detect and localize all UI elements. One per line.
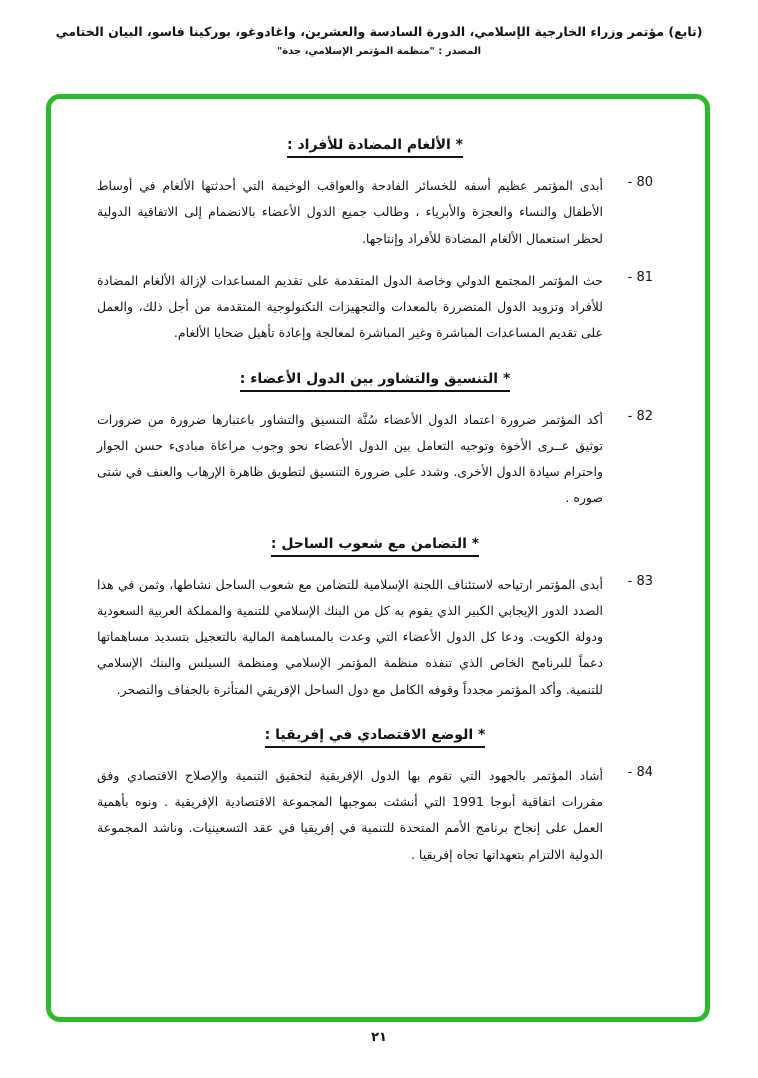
content-frame bbox=[46, 94, 710, 1022]
section-heading-coordination-member-states bbox=[97, 371, 653, 387]
paragraph-text: أكد المؤتمر ضرورة اعتماد الدول الأعضاء سُنَّة التنسيق والتشاور باعتبارها ضرورة من ضرورات توثيق عــرى الأخوة وتوجيه التعامل بين الدول الأعضاء نحو وجوب مراعاة مبادىء حسن الجوار واحترام سيادة الدول الأخرى. وشدد على ضرورة التنسيق لتطويق ظاهرة الإرهاب والعنف في شتى صوره . bbox=[97, 411, 603, 506]
paragraph-82 bbox=[97, 407, 653, 512]
section-heading-text: * التضامن مع شعوب الساحل : bbox=[271, 536, 479, 557]
paragraph-number: 84 - bbox=[627, 764, 653, 780]
paragraph-number: 82 - bbox=[627, 408, 653, 424]
document-title: (تابع) مؤتمر وزراء الخارجية الإسلامي، الدورة السادسة والعشرين، واغادوغو، بوركينا فاسو، البيان الختامي bbox=[55, 24, 703, 39]
paragraph-text: حث المؤتمر المجتمع الدولي وخاصة الدول المتقدمة على تقديم المساعدات لإزالة الألغام المضادة للأفراد وتزويد الدول المتضررة بالمعدات والتجهيزات التكنولوجية المتقدمة من أجل ذلك، والعمل على تقديم المساعدات المباشرة وغير المباشرة لمعالجة وإعادة تأهيل ضحايا الألغام. bbox=[97, 272, 603, 341]
section-heading-economic-situation-africa bbox=[97, 727, 653, 743]
paragraph-text: أبدى المؤتمر عظيم أسفه للخسائر الفادحة والعواقب الوخيمة التي أحدثتها الألغام في أوساط الأطفال والنساء والعجزة والأبرياء ، وطالب جميع الدول الأعضاء بالانضمام إلى الاتفاقية الدولية لحظر استعمال الألغام المضادة للأفراد وإنتاجها. bbox=[97, 178, 603, 246]
section-heading-sahel-solidarity bbox=[97, 536, 653, 552]
section-heading-text: * الألغام المضادة للأفراد : bbox=[287, 137, 463, 158]
section-heading-text: * الوضع الاقتصادي في إفريقيا : bbox=[265, 727, 486, 748]
document-source: المصدر : "منظمة المؤتمر الإسلامي، جدة" bbox=[276, 46, 481, 57]
paragraph-81 bbox=[97, 268, 653, 347]
paragraph-80 bbox=[97, 173, 653, 252]
page-number: ٢١ bbox=[371, 1030, 387, 1045]
document-header bbox=[0, 24, 758, 57]
paragraph-number: 83 - bbox=[627, 573, 653, 589]
paragraph-number: 81 - bbox=[627, 269, 653, 285]
section-heading-antipersonnel-mines bbox=[97, 137, 653, 153]
paragraph-text: أبدى المؤتمر ارتياحه لاستئناف اللجنة الإسلامية للتضامن مع شعوب الساحل نشاطها، وثمن في هذا الصدد الدور الإيجابي الكبير الذي يقوم به كل من البنك الإسلامي للتنمية والمملكة العربية السعودية ودولة الكويت. ودعا كل الدول الأعضاء التي وعدت بالمساهمة المالية بالتعجيل بتسديد مساهماتها دعماً للبرنامج الخاص الذي تنفذه منظمة المؤتمر الإسلامي ومنظمة السيلس والبنك الإسلامي للتنمية. وأكد المؤتمر مجدداً وقوفه الكامل مع دول الساحل الإفريقي المتأثرة بالجفاف والتصحر. bbox=[97, 576, 603, 697]
section-heading-text: * التنسيق والتشاور بين الدول الأعضاء : bbox=[240, 371, 511, 392]
paragraph-text: أشاد المؤتمر بالجهود التي تقوم بها الدول الإفريقية لتحقيق التنمية والإصلاح الاقتصادي وفق مقررات اتفاقية أبوجا 1991 التي أنشئت بموجبها المجموعة الاقتصادية الإفريقية . ونوه بأهمية العمل على إنجاح برنامج الأمم المتحدة للتنمية في إفريقيا في عقد التسعينيات. وناشد المجموعة الدولية الالتزام بتعهداتها تجاه إفريقيا . bbox=[97, 767, 603, 862]
paragraph-number: 80 - bbox=[627, 175, 653, 190]
paragraph-83 bbox=[97, 572, 653, 703]
paragraph-84 bbox=[97, 763, 653, 868]
